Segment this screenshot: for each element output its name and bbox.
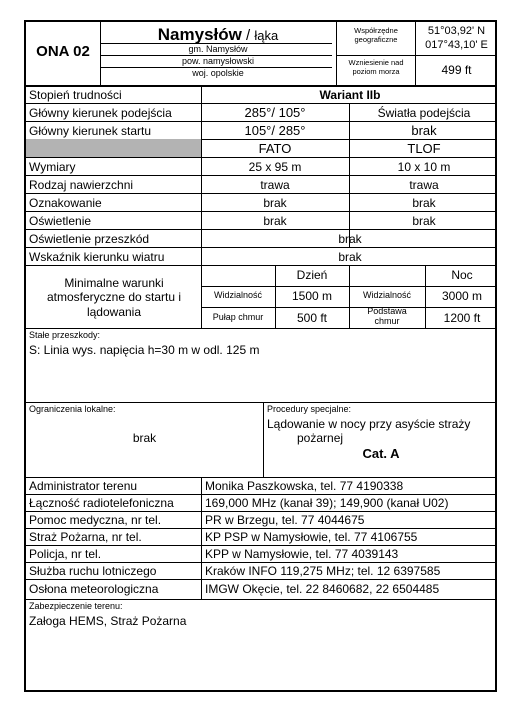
local-restrictions-label: Ograniczenia lokalne:	[29, 404, 116, 414]
contact-label: Osłona meteorologiczna	[29, 582, 159, 596]
day-header: Dzień	[296, 268, 328, 282]
row-label: Oświetlenie	[29, 214, 92, 228]
day-visibility-value: 1500 m	[291, 289, 333, 303]
tlof-header: TLOF	[407, 141, 441, 156]
contact-value: Monika Paszkowska, tel. 77 4190338	[205, 479, 404, 493]
elevation-value: 499 ft	[441, 63, 472, 77]
contact-label: Służba ruchu lotniczego	[29, 564, 157, 578]
latitude: 51°03,92' N	[427, 25, 486, 37]
fato-value: brak	[263, 214, 287, 228]
powiat: pow. namysłowski	[181, 56, 255, 66]
tlof-value: trawa	[409, 178, 439, 192]
fato-value: brak	[263, 196, 287, 210]
obstacles-label: Stałe przeszkody:	[29, 330, 101, 340]
contact-value: PR w Brzegu, tel. 77 4044675	[205, 513, 365, 527]
special-procedures-line1: Lądowanie w nocy przy asyście straży	[267, 417, 471, 431]
obstacle-lighting-value: brak	[338, 232, 362, 246]
tlof-value: 10 x 10 m	[397, 160, 451, 174]
wind-indicator-value: brak	[338, 250, 362, 264]
contact-label: Administrator terenu	[29, 479, 138, 493]
elevation-label: Wzniesienie nad poziom morza	[348, 58, 404, 76]
tlof-value: brak	[412, 196, 436, 210]
wojewodztwo: woj. opolskie	[192, 68, 244, 78]
approach-lights-label: Światła podejścia	[377, 106, 471, 120]
contact-label: Łączność radiotelefoniczna	[29, 496, 174, 510]
contact-value: IMGW Okęcie, tel. 22 8460682, 22 6504485	[205, 582, 440, 596]
special-procedures-label: Procedury specjalne:	[267, 404, 352, 414]
departure-label: Główny kierunek startu	[29, 124, 152, 138]
contact-label: Straż Pożarna, nr tel.	[29, 530, 142, 544]
obstacles-text: S: Linia wys. napięcia h=30 m w odl. 125 m	[29, 343, 260, 357]
contact-value: KP PSP w Namysłowie, tel. 77 4106755	[205, 530, 418, 544]
site-title	[100, 26, 336, 44]
site-name: Namysłów	[157, 25, 242, 44]
row-label: Oznakowanie	[29, 196, 102, 210]
landing-site-card	[24, 20, 497, 692]
row-label: Rodzaj nawierzchni	[29, 178, 134, 192]
contact-value: 169,000 MHz (kanał 39); 149,900 (kanał U02)	[205, 496, 449, 510]
wind-indicator-label: Wskaźnik kierunku wiatru	[29, 250, 165, 264]
site-security-value: Załoga HEMS, Straż Pożarna	[29, 614, 187, 628]
contact-label: Pomoc medyczna, nr tel.	[29, 513, 162, 527]
obstacle-lighting-label: Oświetlenie przeszkód	[29, 232, 150, 246]
contact-label: Policja, nr tel.	[29, 547, 102, 561]
approach-label: Główny kierunek podejścia	[29, 106, 172, 120]
difficulty-value: Wariant IIb	[319, 88, 381, 102]
cloud-base-label: Podstawa chmur	[367, 306, 407, 326]
site-type: łąka	[254, 28, 279, 43]
tlof-value: brak	[412, 214, 436, 228]
minima-label: Minimalne warunki atmosferyczne do startu i lądowania	[46, 276, 182, 319]
gmina: gm. Namysłów	[188, 44, 248, 54]
title-separator: /	[241, 27, 255, 44]
day-visibility-label: Widzialność	[213, 290, 262, 300]
night-visibility-label: Widzialność	[362, 290, 411, 300]
longitude: 017°43,10' E	[425, 39, 488, 51]
difficulty-label: Stopień trudności	[29, 88, 122, 102]
approach-lights-value: brak	[411, 123, 437, 138]
night-visibility-value: 3000 m	[441, 289, 483, 303]
local-restrictions-value: brak	[132, 431, 157, 445]
day-ceiling-value: 500 ft	[296, 311, 328, 325]
fato-header: FATO	[258, 141, 292, 156]
ceiling-label: Pułap chmur	[212, 312, 264, 322]
site-code: ONA 02	[36, 43, 90, 60]
divider	[26, 85, 495, 87]
row-label: Wymiary	[29, 160, 76, 174]
site-security-label: Zabezpieczenie terenu:	[29, 601, 123, 611]
fato-value: trawa	[260, 178, 290, 192]
category-value: Cat. A	[362, 446, 400, 461]
approach-value: 285°/ 105°	[244, 105, 306, 120]
night-header: Noc	[451, 268, 473, 282]
blank-grey-cell	[26, 139, 201, 157]
special-procedures-line2: pożarnej	[297, 431, 344, 445]
contact-value: Kraków INFO 119,275 MHz; tel. 12 6397585	[205, 564, 441, 578]
night-ceiling-value: 1200 ft	[443, 311, 481, 325]
departure-value: 105°/ 285°	[244, 123, 306, 138]
coords-label: Współrzędne geograficzne	[354, 26, 398, 44]
contact-value: KPP w Namysłowie, tel. 77 4039143	[205, 547, 399, 561]
fato-value: 25 x 95 m	[248, 160, 302, 174]
